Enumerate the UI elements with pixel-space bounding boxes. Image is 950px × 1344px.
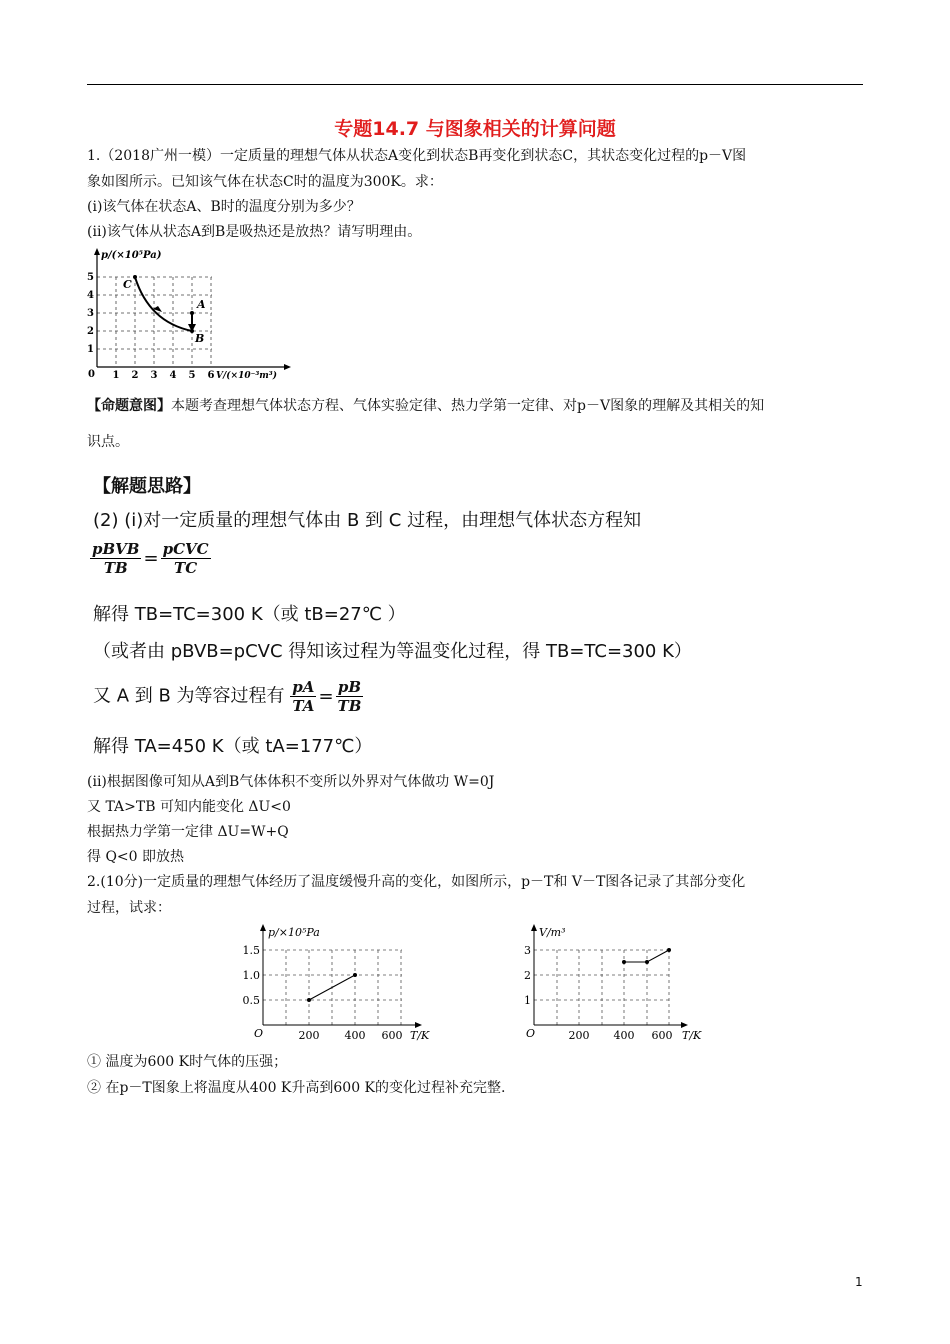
pt-xticks: [299, 1029, 403, 1042]
q2-line2: 过程，试求：: [87, 900, 171, 916]
pt-yticks: [243, 944, 261, 1007]
pt-y-arrow: [260, 924, 266, 931]
part2-line4: 得 Q<0 即放热: [87, 849, 185, 865]
pt-point: [353, 973, 357, 977]
pv-ytick: 1: [87, 344, 94, 355]
pv-xtick: 4: [169, 370, 177, 381]
pt-ytick: 0.5: [242, 994, 260, 1007]
eq1-num2: pCVC: [162, 540, 209, 558]
intent-line2: 识点。: [87, 434, 129, 450]
eq1-den1: TB: [103, 559, 128, 577]
pt-xtick: 600: [381, 1029, 403, 1042]
vt-xticks: [569, 1029, 673, 1042]
pv-chart: [87, 246, 299, 382]
vt-ytick: 3: [524, 944, 531, 957]
pt-xtick: 200: [298, 1029, 320, 1042]
vt-point: [667, 948, 671, 952]
pt-x-label: T/K: [410, 1029, 430, 1042]
pv-xtick: 6: [207, 370, 215, 381]
intent-text: 本题考查理想气体状态方程、气体实验定律、热力学第一定律、对p－V图象的理解及其相关的知: [171, 398, 765, 414]
pv-y-label: p/(×10⁵Pa): [101, 250, 162, 261]
vt-xtick: 600: [651, 1029, 673, 1042]
eq2-num2: pB: [336, 678, 364, 697]
part2-line1: (ii)根据图像可知从A到B气体体积不变所以外界对气体做功 W=0J: [87, 774, 495, 790]
pv-curve-cb: [135, 277, 192, 331]
solution-line4: [93, 678, 363, 715]
pv-point-b: [190, 329, 194, 333]
pv-xtick: 2: [131, 370, 139, 381]
pv-grid: [97, 277, 212, 367]
q2-line1: 2.(10分)一定质量的理想气体经历了温度缓慢升高的变化，如图所示，p－T和 V－T图各记录了其部分变化: [87, 874, 746, 890]
solution-eq1: [90, 540, 211, 577]
pv-x-label: V/(×10⁻³m³): [216, 371, 278, 381]
vt-x-arrow: [681, 1022, 688, 1028]
pv-label-a: A: [197, 298, 206, 311]
intent-line1: [87, 396, 764, 416]
pv-xtick: 1: [112, 370, 120, 381]
eq1-frac-right: [161, 540, 211, 577]
pv-xtick: 5: [188, 370, 196, 381]
q1-line4: (ii)该气体从状态A到B是吸热还是放热？请写明理由。: [87, 224, 422, 240]
pt-y-label: p/×10⁵Pa: [268, 926, 320, 939]
pv-y-arrow: [94, 248, 100, 255]
eq1-equals: =: [143, 548, 159, 569]
pt-x-arrow: [415, 1022, 422, 1028]
solution-line5: 解得 TA=450 K（或 tA=177℃）: [93, 736, 373, 757]
pt-chart: [240, 922, 440, 1044]
vt-xtick: 400: [613, 1029, 635, 1042]
pv-yticks: [87, 272, 94, 355]
part2-line2: 又 TA>TB 可知内能变化 ΔU<0: [87, 799, 291, 815]
pt-xtick: 400: [344, 1029, 366, 1042]
eq2-den1: TA: [292, 697, 315, 715]
pv-xticks: [113, 370, 215, 381]
q1-line1: 1.（2018广州一模）一定质量的理想气体从状态A变化到状态B再变化到状态C，其状态变化过程的p－V图: [87, 148, 747, 164]
pv-x-arrow: [284, 364, 291, 370]
pv-ytick: 3: [87, 308, 94, 319]
pt-segment: [309, 975, 355, 1000]
vt-point: [645, 960, 649, 964]
pt-point: [307, 998, 311, 1002]
eq2-den2: TB: [337, 697, 362, 715]
solution-line3: （或者由 pBVB=pCVC 得知该过程为等温变化过程，得 TB=TC=300 K）: [93, 641, 692, 662]
pv-point-c: [133, 275, 137, 279]
pv-point-a: [190, 311, 194, 315]
pv-ytick: 4: [87, 290, 94, 301]
pv-label-b: B: [195, 332, 205, 345]
pt-ytick: 1.5: [242, 944, 260, 957]
q2-sub1: ① 温度为600 K时气体的压强；: [87, 1054, 288, 1070]
eq2-num1: pA: [292, 678, 315, 696]
pv-ytick: 2: [87, 326, 94, 337]
vt-y-arrow: [531, 924, 537, 931]
eq2-frac-left: [290, 678, 316, 715]
vt-origin: O: [526, 1027, 536, 1040]
vt-chart: [512, 922, 712, 1044]
intent-label: 【命题意图】: [87, 398, 171, 414]
eq2-equals: =: [318, 686, 334, 707]
solution-line2: 解得 TB=TC=300 K（或 tB=27℃ ）: [93, 604, 406, 625]
page-number: 1: [855, 1275, 863, 1289]
vt-y-label: V/m³: [539, 926, 566, 939]
vt-grid: [534, 950, 670, 1025]
solution-line4-text: 又 A 到 B 为等容过程有: [93, 685, 285, 707]
solution-line1: (2) (i)对一定质量的理想气体由 B 到 C 过程，由理想气体状态方程知: [93, 510, 642, 531]
q1-line3: (i)该气体在状态A、B时的温度分别为多少？: [87, 199, 361, 215]
page-title: 专题14.7 与图象相关的计算问题: [334, 118, 616, 140]
vt-point: [622, 960, 626, 964]
pv-label-c: C: [123, 278, 132, 291]
solution-header: 【解题思路】: [93, 476, 201, 497]
vt-ytick: 2: [524, 969, 531, 982]
vt-xtick: 200: [568, 1029, 590, 1042]
vt-yticks: [524, 944, 531, 1007]
pv-xtick: 3: [150, 370, 158, 381]
pv-ytick: 5: [87, 272, 94, 283]
pv-origin: 0: [88, 369, 95, 380]
eq1-frac-left: [90, 540, 141, 577]
vt-x-label: T/K: [682, 1029, 702, 1042]
q1-line2: 象如图所示。已知该气体在状态C时的温度为300K。求：: [87, 174, 443, 190]
pt-ytick: 1.0: [242, 969, 260, 982]
vt-ytick: 1: [524, 994, 531, 1007]
part2-line3: 根据热力学第一定律 ΔU=W+Q: [87, 824, 289, 840]
header-rule: [87, 84, 863, 85]
q2-sub2: ② 在p－T图象上将温度从400 K升高到600 K的变化过程补充完整.: [87, 1080, 506, 1096]
pt-origin: O: [254, 1027, 264, 1040]
eq1-num1: pBVB: [92, 540, 140, 558]
eq2-frac-right: [336, 678, 364, 715]
eq1-den2: TC: [174, 559, 198, 577]
